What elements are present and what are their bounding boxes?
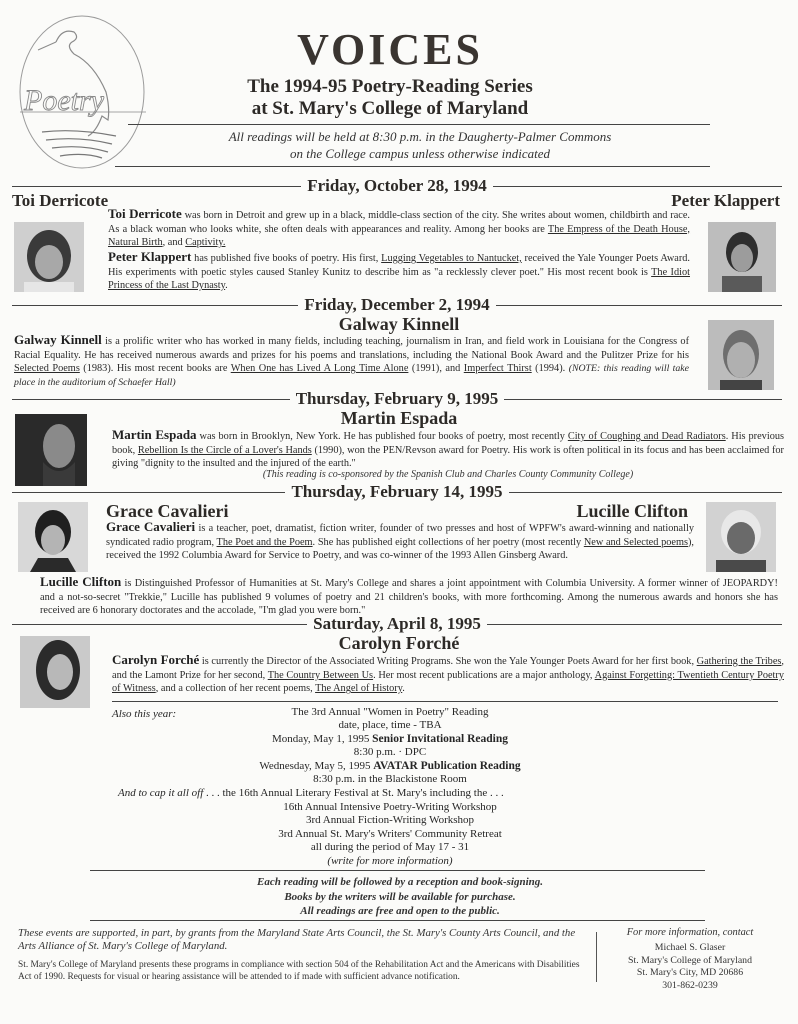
venue-line: All readings will be held at 8:30 p.m. in the Daugherty-Palmer Commons <box>228 129 612 144</box>
closing-line: Books by the writers will be available for purchase. <box>284 890 516 903</box>
contact-org: St. Mary's College of Maryland <box>628 954 752 966</box>
bio-carolyn-forche: Carolyn Forché is currently the Director of the Associated Writing Programs. She won the Yale Younger Poets Award for her first book, Gathering the Tribes, and the Lamont Prize for her second, The Country Between Us. Her most recent publications are a major anthology, Against Forgetting: Twentieth Century Poetry of Witness, and a collection of her recent poems, The Angel of History. <box>112 652 784 695</box>
bio-lucille-clifton: Lucille Clifton is Distinguished Professor of Humanities at St. Mary's College and shares a joint appointment with Columbia University. A former winner of JEOPARDY! and a not-so-secret "Trekkie," Lucille has published 9 volumes of poetry and 21 children's books, with more forthcoming. Among the numerous awards and honors she has received are 6 honorary doctorates and the accolade, "I'm glad you were born." <box>40 574 778 617</box>
divider <box>115 166 710 167</box>
upcoming-events <box>190 706 590 786</box>
reading-date: Thursday, February 14, 1995 <box>291 482 503 501</box>
poet-name-left: Toi Derricote <box>12 191 109 210</box>
festival-events <box>190 801 590 868</box>
poet-name-center: Martin Espada <box>340 408 458 428</box>
bio-peter-klappert: Peter Klappert has published five books of poetry. His first, Lugging Vegetables to Nantucket, received the Yale Younger Poets Award. His experiments with poetic styles caused Stanley Kunitz to describe him as "a recklessly clever poet." His most recent book is The Idiot Princess of the Last Dynasty. <box>108 249 690 292</box>
contact-name: Michael S. Glaser <box>654 942 726 954</box>
photo-peter-klappert <box>708 222 776 292</box>
reading-date: Friday, October 28, 1994 <box>307 176 487 195</box>
divider <box>90 870 705 871</box>
poet-name-left: Grace Cavalieri <box>106 501 229 521</box>
poet-name-center: Galway Kinnell <box>338 314 460 334</box>
date-divider <box>12 176 782 196</box>
poet-name-right: Peter Klappert <box>671 191 780 210</box>
photo-carolyn-forche <box>20 636 90 708</box>
closing-notes <box>140 875 660 919</box>
photo-martin-espada <box>15 414 87 486</box>
photo-toi-derricote <box>14 222 84 292</box>
svg-text:Poetry: Poetry <box>24 84 104 117</box>
festival-line: 3rd Annual St. Mary's Writers' Community Retreat <box>278 827 502 840</box>
venue-line: on the College campus unless otherwise indicated <box>290 146 550 161</box>
event-line: Monday, May 1, 1995 Senior Invitational Reading <box>271 732 509 745</box>
divider <box>128 124 710 125</box>
venue-note <box>140 128 700 162</box>
photo-galway-kinnell <box>708 320 774 390</box>
flyer-title: VOICES <box>297 25 483 74</box>
series-subtitle <box>200 76 580 120</box>
contact-label: For more information, contact <box>626 927 754 938</box>
contact-phone: 301-862-0239 <box>662 979 718 991</box>
festival-note: (write for more information) <box>327 854 453 867</box>
photo-lucille-clifton <box>706 502 776 572</box>
bio-galway-kinnell: Galway Kinnell is a prolific writer who has worked in many fields, including teaching, journalism in Iran, and field work in Louisiana for the Congress of Racial Equality. He has received numerous awards and prizes for his poems and translations, including the National Book Award and the Pulitzer Prize for his Selected Poems (1983). His most recent books are When One has Lived A Long Time Alone (1991), and Imperfect Thirst (1994). (NOTE: this reading will take place in the auditorium of Schaefer Hall) <box>14 332 690 388</box>
divider <box>112 701 778 702</box>
date-divider <box>12 295 782 315</box>
reading-date: Thursday, February 9, 1995 <box>295 389 499 408</box>
contact-info <box>606 927 774 992</box>
closing-line: All readings are free and open to the public. <box>300 905 500 917</box>
contact-address: St. Mary's City, MD 20686 <box>636 967 744 979</box>
bio-toi-derricote: Toi Derricote was born in Detroit and grew up in a black, middle-class section of the city. She writes about women, childbirth and race. As a black woman who looks white, she often deals with appearances and reality. Among her books are The Empress of the Death House, Natural Birth, and Captivity. <box>108 206 691 249</box>
poetry-heron-logo <box>16 12 148 172</box>
footer-divider <box>596 932 597 982</box>
event-line: 8:30 p.m. · DPC <box>353 746 427 759</box>
date-divider <box>12 482 782 502</box>
event-line: The 3rd Annual "Women in Poetry" Reading <box>291 706 489 718</box>
bio-martin-espada: Martin Espada was born in Brooklyn, New York. He has published four books of poetry, most recently City of Coughing and Dead Radiators. His previous book, Rebellion Is the Circle of a Lover's Hands (1990), won the PEN/Revson award for Poetry. His work is often political in its focus and has been acclaimed for giving "dignity to the insulted and the injured of the earth." <box>112 427 784 470</box>
closing-line: Each reading will be followed by a reception and book-signing. <box>256 876 543 888</box>
reading-date: Saturday, April 8, 1995 <box>313 614 481 633</box>
date-divider <box>12 614 782 634</box>
poet-name-right: Lucille Clifton <box>576 501 688 521</box>
festival-line: 16th Annual Intensive Poetry-Writing Workshop <box>283 801 497 813</box>
subtitle-line: at St. Mary's College of Maryland <box>251 98 529 119</box>
event-line: date, place, time - TBA <box>338 719 442 732</box>
accessibility-statement: St. Mary's College of Maryland presents these programs in compliance with section 504 of the Rehabilitation Act and the Americans with Disabilities Act of 1990. Requests for visual or hearing assistance will be attended to if made with sufficient advance notification. <box>18 960 580 983</box>
festival-line: all during the period of May 17 - 31 <box>310 841 470 854</box>
festival-line: 3rd Annual Fiction-Writing Workshop <box>305 814 475 827</box>
cosponsor-note: (This reading is co-sponsored by the Spanish Club and Charles County Community College) <box>262 469 634 480</box>
event-line: 8:30 p.m. in the Blackistone Room <box>313 773 467 786</box>
also-this-year-label: Also this year: <box>112 708 177 720</box>
event-line: Wednesday, May 5, 1995 AVATAR Publication Reading <box>259 759 521 772</box>
funding-acknowledgement: These events are supported, in part, by grants from the Maryland State Arts Council, the St. Mary's County Arts Council, and the Arts Alliance of St. Mary's College of Maryland. <box>18 927 576 953</box>
date-divider <box>12 389 782 409</box>
divider <box>90 920 705 921</box>
literary-festival-intro: And to cap it all off . . . the 16th Annual Literary Festival at St. Mary's including the . . . <box>118 787 504 799</box>
reading-date: Friday, December 2, 1994 <box>304 295 490 314</box>
poet-name-center: Carolyn Forché <box>338 633 460 653</box>
venue-change-note: (NOTE: this reading will take place in the auditorium of Schaefer Hall) <box>14 363 689 388</box>
bio-grace-cavalieri: Grace Cavalieri is a teacher, poet, dramatist, fiction writer, founder of two presses and host of WPFW's award-winning and nationally syndicated radio program, The Poet and the Poem. She has published eight collections of her poetry (most recently New and Selected poems), received the 1992 Columbia Award for Service to Poetry, and was co-winner of the 1993 Allen Ginsberg Award. <box>106 519 694 562</box>
subtitle-line: The 1994-95 Poetry-Reading Series <box>247 76 533 97</box>
photo-grace-cavalieri <box>18 502 88 572</box>
